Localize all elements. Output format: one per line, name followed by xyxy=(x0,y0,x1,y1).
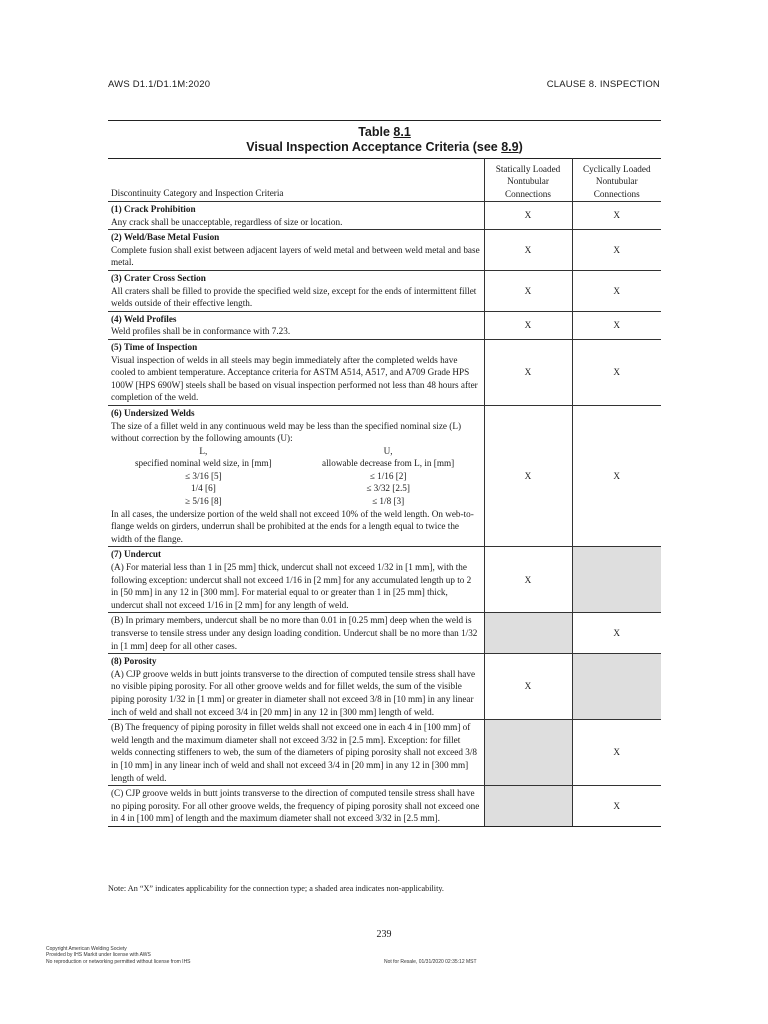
criteria-cell xyxy=(108,311,484,339)
acceptance-criteria-table xyxy=(108,158,661,827)
resale-notice: Not for Resale, 01/31/2020 02:35:12 MST xyxy=(384,959,477,965)
not-applicable-cell xyxy=(484,786,572,827)
criteria-text: (A) CJP groove welds in butt joints transverse to the direction of computed tensile stress shall have no visible piping porosity. For all other groove welds and for fillet welds, the sum of the visible piping porosity 1/32 in [1 mm] or greater in diameter shall not exceed 3/8 in [10 mm] in any linear inch of weld and shall not exceed 3/4 in [20 mm] in any 12 in [300 mm] length of weld. xyxy=(111,668,476,717)
static-mark: X xyxy=(484,405,572,547)
column-header-cyclic-line: Cyclically Loaded xyxy=(582,163,651,174)
cyclic-mark: X xyxy=(572,270,661,311)
subtable-desc-l: specified nominal weld size, in [mm] xyxy=(134,458,272,469)
static-mark: X xyxy=(484,270,572,311)
column-header-static xyxy=(484,159,572,202)
category-heading: (1) Crack Prohibition xyxy=(111,204,196,214)
criteria-text: Complete fusion shall exist between adjacent layers of weld metal and between weld metal and base metal. xyxy=(111,244,480,268)
running-header-left: AWS D1.1/D1.1M:2020 xyxy=(108,79,211,90)
cyclic-mark: X xyxy=(572,613,661,654)
table-row xyxy=(108,311,661,339)
subtable-desc-u: allowable decrease from L, in [mm] xyxy=(322,458,455,469)
table-number-prefix: Table xyxy=(358,125,394,139)
criteria-cell xyxy=(108,339,484,405)
subtable-cell: ≤ 3/16 [5] xyxy=(185,470,222,481)
static-mark: X xyxy=(484,230,572,271)
copyright-line: Copyright American Welding Society xyxy=(46,946,127,952)
criteria-text: Any crack shall be unacceptable, regardless of size or location. xyxy=(111,216,343,227)
table-caption-suffix: ) xyxy=(518,140,523,154)
cyclic-mark: X xyxy=(572,339,661,405)
table-row xyxy=(108,405,661,547)
cyclic-mark: X xyxy=(572,786,661,827)
cyclic-mark: X xyxy=(572,230,661,271)
copyright-line: Provided by IHS Markit under license with AWS xyxy=(46,952,151,959)
static-mark: X xyxy=(484,547,572,613)
undersize-subtable xyxy=(111,445,481,508)
criteria-text: (C) CJP groove welds in butt joints transverse to the direction of computed tensile stress shall have no piping porosity. For all other groove welds, the frequency of piping porosity shall not exceed one in 4 in [100 mm] of length and the maximum diameter shall not exceed 3/32 in [2.5 mm]. xyxy=(111,788,480,824)
static-mark: X xyxy=(484,202,572,230)
criteria-text: Weld profiles shall be in conformance with 7.23. xyxy=(111,326,291,337)
not-applicable-cell xyxy=(572,547,661,613)
table-row xyxy=(108,547,661,613)
criteria-cell xyxy=(108,270,484,311)
criteria-cell xyxy=(108,405,484,547)
category-heading: (4) Weld Profiles xyxy=(111,313,177,324)
subtable-head-u: U, xyxy=(383,445,393,456)
table-row xyxy=(108,202,661,230)
table-row xyxy=(108,654,661,720)
criteria-text: The size of a fillet weld in any continuous weld may be less than the specified nominal size (L) without correction by the following amounts (U): xyxy=(111,420,462,444)
criteria-text: (A) For material less than 1 in [25 mm] thick, undercut shall not exceed 1/32 in [1 mm], with the following exception: undercut shall not exceed 1/16 in [2 mm] for any accumulated length up to 2 in [50 mm] in any 12 in [300 mm]. For material equal to or greater than 1 in [25 mm] thick, undercut shall not exceed 1/16 in [2 mm] for any length of weld. xyxy=(111,562,472,610)
subtable-cell: ≤ 1/16 [2] xyxy=(369,470,407,481)
criteria-text: All craters shall be filled to provide the specified weld size, except for the ends of intermittent fillet welds outside of their effective length. xyxy=(111,285,477,309)
table-row xyxy=(108,230,661,271)
table-note: Note: An “X” indicates applicability for the connection type; a shaded area indicates non-applicability. xyxy=(108,884,444,893)
table-caption xyxy=(108,140,661,155)
running-header-right: CLAUSE 8. INSPECTION xyxy=(546,79,660,90)
column-header-cyclic-line: Connections xyxy=(593,188,640,199)
table-row xyxy=(108,786,661,827)
category-heading: (8) Porosity xyxy=(111,656,157,667)
column-header-criteria: Discontinuity Category and Inspection Criteria xyxy=(108,159,484,202)
category-heading: (6) Undersized Welds xyxy=(111,407,195,418)
static-mark: X xyxy=(484,339,572,405)
table-row xyxy=(108,270,661,311)
category-heading: (5) Time of Inspection xyxy=(111,341,198,352)
static-mark: X xyxy=(484,654,572,720)
criteria-cell xyxy=(108,654,484,720)
category-heading: (7) Undercut xyxy=(111,549,162,560)
table-caption-text: Visual Inspection Acceptance Criteria (see xyxy=(246,140,502,154)
subtable-cell: ≥ 5/16 [8] xyxy=(185,496,222,507)
table-title xyxy=(108,125,661,155)
table-row xyxy=(108,613,661,654)
page-number: 239 xyxy=(376,929,392,940)
subtable-head-l: L, xyxy=(199,445,208,456)
copyright-notice xyxy=(46,946,191,965)
cyclic-mark: X xyxy=(572,720,661,786)
not-applicable-cell xyxy=(484,613,572,654)
copyright-line: No reproduction or networking permitted without license from IHS xyxy=(46,958,191,965)
criteria-cell xyxy=(108,613,484,654)
criteria-cell xyxy=(108,786,484,827)
criteria-cell xyxy=(108,230,484,271)
column-header-cyclic-line: Nontubular xyxy=(595,176,638,187)
criteria-cell xyxy=(108,202,484,230)
table-row xyxy=(108,720,661,786)
subtable-cell: 1/4 [6] xyxy=(191,483,216,494)
criteria-cell xyxy=(108,720,484,786)
table-number-ref: 8.1 xyxy=(393,125,411,139)
not-applicable-cell xyxy=(572,654,661,720)
subtable-cell: ≤ 3/32 [2.5] xyxy=(366,483,410,494)
criteria-text: In all cases, the undersize portion of the weld shall not exceed 10% of the weld length. On web-to-flange welds on girders, underrun shall be prohibited at the ends for a length equal to twice the width of the flange. xyxy=(111,508,474,544)
static-mark: X xyxy=(484,311,572,339)
cyclic-mark: X xyxy=(572,311,661,339)
table-caption-ref: 8.9 xyxy=(501,140,519,154)
table-number xyxy=(108,125,661,140)
category-heading: (2) Weld/Base Metal Fusion xyxy=(111,232,220,243)
cyclic-mark: X xyxy=(572,202,661,230)
cyclic-mark: X xyxy=(572,405,661,547)
table-header-row xyxy=(108,159,661,202)
criteria-text: Visual inspection of welds in all steels may begin immediately after the completed welds have cooled to ambient temperature. Acceptance criteria for ASTM A514, A517, and A709 Grade HPS 100W [HPS 690W] steels shall be based on visual inspection performed not less than 48 hours after completion of the weld. xyxy=(111,354,478,403)
criteria-text: (B) The frequency of piping porosity in fillet welds shall not exceed one in each 4 in [100 mm] of weld length and the maximum diameter shall not exceed 3/32 in [2.5 mm]. Exception: for fillet welds connecting stiffeners to web, the sum of the diameters of piping porosity shall not exceed 3/8 in [10 mm] in any linear inch of weld and shall not exceed 3/4 in [20 mm] in any 12 in [300 mm] length of weld. xyxy=(111,722,477,783)
top-rule xyxy=(108,120,661,121)
category-heading: (3) Crater Cross Section xyxy=(111,272,206,283)
table-row xyxy=(108,339,661,405)
subtable-cell: ≤ 1/8 [3] xyxy=(372,496,405,507)
criteria-text: (B) In primary members, undercut shall be no more than 0.01 in [0.25 mm] deep when the weld is transverse to tensile stress under any design loading condition. Undercut shall be no more than 1/32 in [1 mm] deep for all other cases. xyxy=(111,615,478,651)
criteria-cell xyxy=(108,547,484,613)
column-header-static-line: Connections xyxy=(505,188,551,199)
column-header-static-line: Statically Loaded xyxy=(495,163,561,174)
not-applicable-cell xyxy=(484,720,572,786)
column-header-static-line: Nontubular xyxy=(507,176,549,187)
column-header-cyclic xyxy=(572,159,661,202)
